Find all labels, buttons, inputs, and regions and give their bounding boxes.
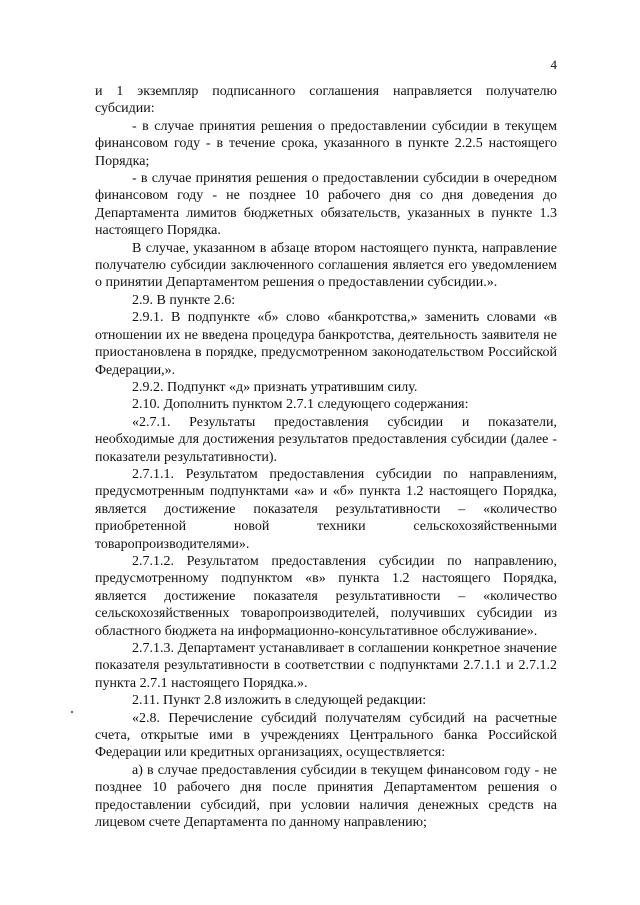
paragraph-3: - в случае принятия решения о предоставлении субсидии в очередном финансовом году - не позднее 10 рабочего дня со дня доведения до Департамента лимитов бюджетных обязательств, указанных в пункте 1.3 настоящего Порядка. (95, 171, 557, 239)
paragraph-9: «2.7.1. Результаты предоставления субсидии и показатели, необходимые для достижения результатов предоставления субсидии (далее - показатели результативности). (95, 414, 557, 465)
page-number: 4 (550, 57, 557, 72)
paragraph-5: 2.9. В пункте 2.6: (132, 292, 236, 308)
paragraph-4: В случае, указанном в абзаце втором настоящего пункта, направление получателю субсидии заключенного соглашения является его уведомлением о принятии Департаментом решения о предоставлении субсидии.». (95, 240, 557, 291)
paragraph-6: 2.9.1. В подпункте «б» слово «банкротства,» заменить словами «в отношении их не введена процедура банкротства, деятельность заявителя не приостановлена в порядке, предусмотренном законодательством Российской Федерации,». (95, 310, 557, 378)
paragraph-12: 2.7.1.3. Департамент устанавливает в соглашении конкретное значение показателя результативности в соответствии с подпунктами 2.7.1.1 и 2.7.1.2 пункта 2.7.1 настоящего Порядка.». (95, 641, 557, 691)
paragraph-10: 2.7.1.1. Результатом предоставления субсидии по направлениям, предусмотренным подпунктами «а» и «б» пункта 1.2 настоящего Порядка, является достижение показателя результативности – «количество приобретенной новой техники сельскохозяйственными товаропроизводителями». (95, 466, 557, 552)
paragraph-14: «2.8. Перечисление субсидий получателям субсидий на расчетные счета, открытые ими в учреждениях Центрального банка Российской Федерации или кредитных организациях, осуществляется: (95, 710, 557, 761)
paragraph-2: - в случае принятия решения о предоставлении субсидии в текущем финансовом году - в течение срока, указанного в пункте 2.2.5 настоящего Порядка; (95, 118, 557, 169)
paragraph-11: 2.7.1.2. Результатом предоставления субсидии по направлению, предусмотренному подпунктом «в» пункта 1.2 настоящего Порядка, является достижение показателя результативности – «количество сельскохозяйственных товаропроизводителей, получивших субсидии из областного бюджета на информационно-консультативное обслуживание». (95, 553, 557, 639)
paragraph-1: и 1 экземпляр подписанного соглашения направляется получателю субсидии: (95, 84, 557, 117)
scan-speck (71, 711, 73, 713)
paragraph-7: 2.9.2. Подпункт «д» признать утратившим силу. (132, 379, 418, 395)
paragraph-15: а) в случае предоставления субсидии в текущем финансовом году - не позднее 10 рабочего дня после принятия Департаментом решения о предоставлении субсидий, при условии наличия денежных средств на лицевом счете Департамента по данному направлению; (95, 762, 557, 831)
document-body (95, 83, 557, 831)
paragraph-13: 2.11. Пункт 2.8 изложить в следующей редакции: (132, 693, 427, 709)
paragraph-8: 2.10. Дополнить пунктом 2.7.1 следующего содержания: (132, 397, 469, 413)
